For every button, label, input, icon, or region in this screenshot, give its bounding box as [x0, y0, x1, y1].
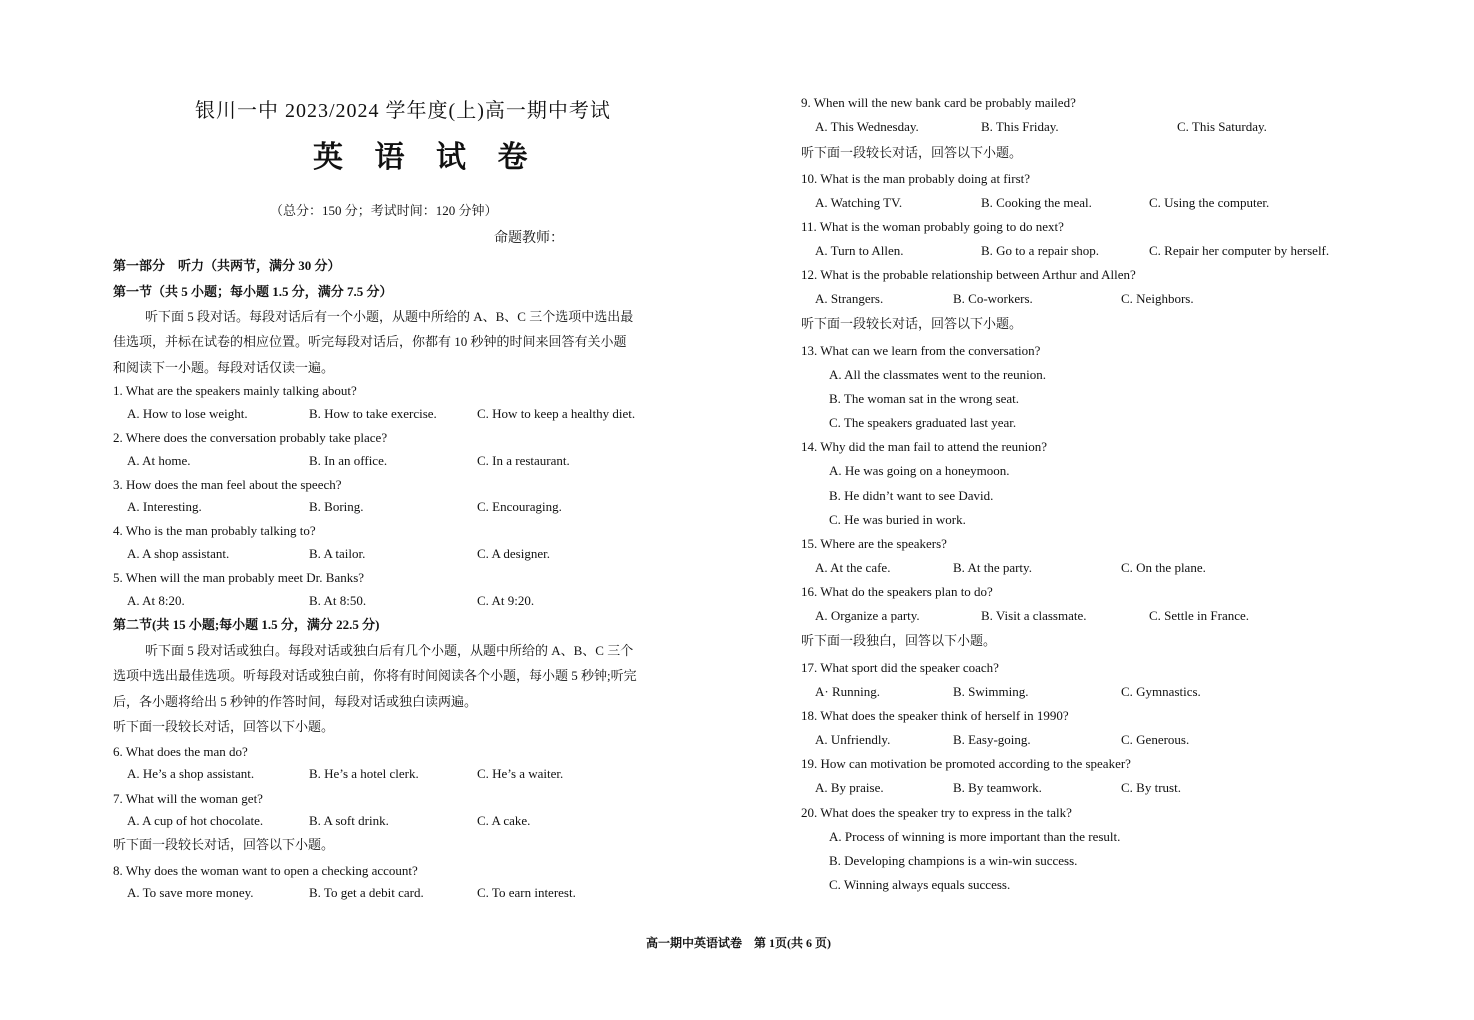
q14-option-c: C. He was buried in work.	[829, 512, 966, 527]
exam-title: 银川一中 2023/2024 学年度(上)高一期中考试	[195, 100, 611, 122]
q3-option-a: A. Interesting.	[127, 499, 202, 514]
q8-option-a: A. To save more money.	[127, 885, 254, 900]
q6-option-c: C. He’s a waiter.	[477, 766, 564, 781]
question-11: 11. What is the woman probably going to do next?	[801, 219, 1064, 234]
question-12: 12. What is the probable relationship between Arthur and Allen?	[801, 267, 1136, 282]
q7-option-a: A. A cup of hot chocolate.	[127, 813, 264, 828]
q7-option-c: C. A cake.	[477, 813, 531, 828]
q3-option-b: B. Boring.	[309, 499, 364, 514]
dialogue-prompt: 听下面一段较长对话，回答以下小题。	[801, 145, 1023, 160]
q20-option-c: C. Winning always equals success.	[829, 877, 1011, 892]
question-9: 9. When will the new bank card be probably mailed?	[801, 95, 1076, 110]
q12-option-c: C. Neighbors.	[1121, 291, 1194, 306]
q13-option-c: C. The speakers graduated last year.	[829, 415, 1017, 430]
q8-option-c: C. To earn interest.	[477, 885, 576, 900]
q19-option-b: B. By teamwork.	[953, 780, 1042, 795]
question-1: 1. What are the speakers mainly talking about?	[113, 383, 357, 398]
q18-option-a: A. Unfriendly.	[815, 732, 891, 747]
question-16: 16. What do the speakers plan to do?	[801, 584, 993, 599]
exam-info: （总分：150 分；考试时间：120 分钟）	[270, 203, 498, 218]
q9-option-b: B. This Friday.	[981, 119, 1059, 134]
subject-title: 英 语 试 卷	[313, 141, 540, 174]
q15-option-c: C. On the plane.	[1121, 560, 1206, 575]
q10-option-c: C. Using the computer.	[1149, 195, 1270, 210]
q2-option-a: A. At home.	[127, 453, 191, 468]
part1-heading: 第一部分 听力（共两节，满分 30 分）	[113, 258, 341, 273]
teacher-label: 命题教师：	[494, 231, 564, 246]
q3-option-c: C. Encouraging.	[477, 499, 562, 514]
q4-option-b: B. A tailor.	[309, 546, 366, 561]
question-8: 8. Why does the woman want to open a checking account?	[113, 863, 418, 878]
section1-instruction-line: 佳选项，并标在试卷的相应位置。听完每段对话后，你都有 10 秒钟的时间来回答有关小题	[113, 334, 627, 349]
q1-option-a: A. How to lose weight.	[127, 406, 248, 421]
section1-heading: 第一节（共 5 小题；每小题 1.5 分，满分 7.5 分）	[113, 284, 393, 299]
q17-option-b: B. Swimming.	[953, 684, 1029, 699]
q16-option-a: A. Organize a party.	[815, 608, 920, 623]
dialogue-prompt: 听下面一段较长对话，回答以下小题。	[113, 719, 335, 734]
dialogue-prompt: 听下面一段较长对话，回答以下小题。	[801, 316, 1023, 331]
q18-option-c: C. Generous.	[1121, 732, 1190, 747]
q11-option-a: A. Turn to Allen.	[815, 243, 904, 258]
q12-option-a: A. Strangers.	[815, 291, 884, 306]
question-19: 19. How can motivation be promoted according to the speaker?	[801, 756, 1131, 771]
q15-option-a: A. At the cafe.	[815, 560, 891, 575]
question-20: 20. What does the speaker try to express in the talk?	[801, 805, 1072, 820]
q8-option-b: B. To get a debit card.	[309, 885, 424, 900]
question-17: 17. What sport did the speaker coach?	[801, 660, 999, 675]
question-4: 4. Who is the man probably talking to?	[113, 523, 316, 538]
section2-instruction-line: 选项中选出最佳选项。听每段对话或独白前，你将有时间阅读各个小题，每小题 5 秒钟;听完	[113, 668, 637, 683]
q7-option-b: B. A soft drink.	[309, 813, 389, 828]
q16-option-c: C. Settle in France.	[1149, 608, 1250, 623]
page-footer: 高一期中英语试卷 第 1页(共 6 页)	[646, 936, 831, 950]
q14-option-b: B. He didn’t want to see David.	[829, 488, 994, 503]
question-13: 13. What can we learn from the conversation?	[801, 343, 1041, 358]
q13-option-b: B. The woman sat in the wrong seat.	[829, 391, 1020, 406]
q18-option-b: B. Easy-going.	[953, 732, 1031, 747]
q16-option-b: B. Visit a classmate.	[981, 608, 1087, 623]
q11-option-b: B. Go to a repair shop.	[981, 243, 1100, 258]
question-15: 15. Where are the speakers?	[801, 536, 947, 551]
q19-option-a: A. By praise.	[815, 780, 884, 795]
section2-instruction-line: 后，各小题将给出 5 秒钟的作答时间，每段对话或独白读两遍。	[113, 694, 478, 709]
q9-option-c: C. This Saturday.	[1177, 119, 1267, 134]
question-6: 6. What does the man do?	[113, 744, 248, 759]
q12-option-b: B. Co-workers.	[953, 291, 1033, 306]
question-18: 18. What does the speaker think of herself in 1990?	[801, 708, 1069, 723]
dialogue-prompt: 听下面一段较长对话，回答以下小题。	[113, 837, 335, 852]
q6-option-b: B. He’s a hotel clerk.	[309, 766, 419, 781]
section1-instruction-line: 听下面 5 段对话。每段对话后有一个小题，从题中所给的 A、B、C 三个选项中选出最	[145, 309, 634, 324]
q2-option-c: C. In a restaurant.	[477, 453, 570, 468]
question-7: 7. What will the woman get?	[113, 791, 263, 806]
q5-option-a: A. At 8:20.	[127, 593, 185, 608]
question-3: 3. How does the man feel about the speech?	[113, 477, 342, 492]
q15-option-b: B. At the party.	[953, 560, 1032, 575]
q10-option-b: B. Cooking the meal.	[981, 195, 1092, 210]
monologue-prompt: 听下面一段独白，回答以下小题。	[801, 633, 997, 648]
q10-option-a: A. Watching TV.	[815, 195, 903, 210]
question-2: 2. Where does the conversation probably take place?	[113, 430, 388, 445]
q1-option-c: C. How to keep a healthy diet.	[477, 406, 636, 421]
question-10: 10. What is the man probably doing at first?	[801, 171, 1031, 186]
q1-option-b: B. How to take exercise.	[309, 406, 437, 421]
q20-option-a: A. Process of winning is more important than the result.	[829, 829, 1121, 844]
q13-option-a: A. All the classmates went to the reunion.	[829, 367, 1046, 382]
q17-option-a: A· Running.	[815, 684, 880, 699]
q5-option-c: C. At 9:20.	[477, 593, 535, 608]
question-14: 14. Why did the man fail to attend the reunion?	[801, 439, 1047, 454]
section1-instruction-line: 和阅读下一小题。每段对话仅读一遍。	[113, 360, 335, 375]
q6-option-a: A. He’s a shop assistant.	[127, 766, 255, 781]
q11-option-c: C. Repair her computer by herself.	[1149, 243, 1330, 258]
question-5: 5. When will the man probably meet Dr. Banks?	[113, 570, 365, 585]
q19-option-c: C. By trust.	[1121, 780, 1181, 795]
q20-option-b: B. Developing champions is a win-win success.	[829, 853, 1078, 868]
section2-instruction-line: 听下面 5 段对话或独白。每段对话或独白后有几个小题，从题中所给的 A、B、C 三个	[145, 643, 634, 658]
q4-option-a: A. A shop assistant.	[127, 546, 230, 561]
q9-option-a: A. This Wednesday.	[815, 119, 919, 134]
q17-option-c: C. Gymnastics.	[1121, 684, 1201, 699]
section2-heading: 第二节(共 15 小题;每小题 1.5 分，满分 22.5 分)	[113, 617, 380, 632]
q14-option-a: A. He was going on a honeymoon.	[829, 463, 1010, 478]
q4-option-c: C. A designer.	[477, 546, 550, 561]
q5-option-b: B. At 8:50.	[309, 593, 367, 608]
q2-option-b: B. In an office.	[309, 453, 388, 468]
